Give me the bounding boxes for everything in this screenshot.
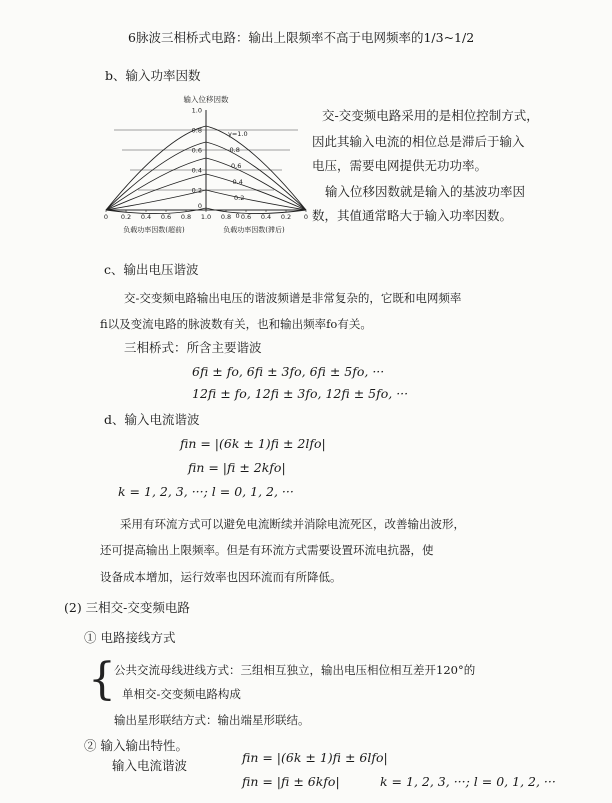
c-line-1: 交-交变频电路输出电压的谐波频谱是非常复杂的，它既和电网频率 (124, 291, 462, 305)
d-index-range: k = 1, 2, 3, ···; l = 0, 1, 2, ··· (118, 484, 294, 499)
x-tick-label: 0 (103, 213, 109, 221)
section-2-2-title: ② 输入输出特性。 (84, 738, 188, 753)
e-formula-1: fin = |(6k ± 1)fi ± 6lfo| (242, 750, 388, 765)
chart-title: 输入位移因数 (183, 95, 229, 104)
curve-label: γ=1.0 (228, 130, 248, 138)
desc-line-2: 因此其输入电流的相位总是滞后于输入 (312, 134, 525, 149)
x-tick-label: 0.8 (180, 213, 192, 221)
section-2-3-title: 输入电流谐波 (112, 758, 188, 773)
d-formula-2: fin = |fi ± 2kfo| (188, 460, 286, 475)
y-tick-label: 0.8 (191, 126, 202, 135)
x-tick-label: 0 (303, 213, 309, 221)
x-label-leading: 负载功率因数(超前) (123, 226, 185, 234)
bullet-line-2: 单相交-交变频电路构成 (122, 687, 241, 701)
y-tick-label: 0.4 (191, 166, 202, 175)
x-tick-label: 0.8 (220, 213, 232, 221)
section-2-title: (2) 三相交-交变频电路 (64, 600, 190, 615)
chart-svg (96, 92, 310, 242)
brace-glyph: { (88, 654, 116, 705)
e-index-range: k = 1, 2, 3, ···; l = 0, 1, 2, ··· (380, 774, 556, 789)
curve-label: 0.8 (229, 146, 240, 154)
displacement-factor-chart (96, 92, 310, 242)
y-tick-label: 0.6 (191, 146, 202, 155)
desc-line-5: 数，其值通常略大于输入功率因数。 (312, 208, 513, 223)
x-tick-label: 0.2 (120, 213, 132, 221)
y-tick-label: 0.2 (191, 186, 202, 195)
curve-label: 0 (235, 212, 240, 220)
desc-line-3: 电压，需要电网提供无功功率。 (312, 158, 488, 173)
section-d-title: d、输入电流谐波 (104, 412, 200, 427)
desc-line-1: 交-交变频电路采用的是相位控制方式， (322, 108, 539, 123)
section-c-title: c、输出电压谐波 (104, 262, 199, 277)
d-formula-1: fin = |(6k ± 1)fi ± 2lfo| (180, 436, 326, 451)
c-line-2: fi以及变流电路的脉波数有关，也和输出频率fo有关。 (100, 317, 372, 331)
c-harmonics-12: 12fi ± fo, 12fi ± 3fo, 12fi ± 5fo, ··· (192, 386, 409, 401)
section-2-1-title: ① 电路接线方式 (84, 630, 176, 645)
x-tick-label: 0.6 (160, 213, 172, 221)
c-line-3: 三相桥式：所含主要谐波 (124, 340, 262, 355)
heading-line: 6脉波三相桥式电路：输出上限频率不高于电网频率的1/3~1/2 (128, 30, 475, 45)
x-tick-label: 1.0 (200, 213, 212, 221)
bullet-line-3: 输出星形联结方式：输出端星形联结。 (114, 713, 310, 727)
curve-label: 0.4 (232, 178, 243, 186)
para-line-1: 采用有环流方式可以避免电流断续并消除电流死区，改善输出波形， (120, 517, 465, 531)
e-formula-2: fin = |fi ± 6kfo| (242, 774, 340, 789)
x-tick-label: 0.2 (280, 213, 292, 221)
curve-label: 0.6 (231, 162, 242, 170)
y-tick-label: 1.0 (191, 106, 202, 115)
x-tick-label: 0.6 (240, 213, 252, 221)
y-tick-label: 0 (197, 202, 202, 210)
curve-label: 0.2 (234, 194, 245, 202)
c-harmonics-6: 6fi ± fo, 6fi ± 3fo, 6fi ± 5fo, ··· (192, 364, 385, 379)
x-label-lagging: 负载功率因数(滞后) (223, 226, 285, 234)
x-tick-label: 0.4 (140, 213, 152, 221)
para-line-3: 设备成本增加，运行效率也因环流而有所降低。 (100, 570, 342, 584)
desc-line-4: 输入位移因数就是输入的基波功率因 (325, 184, 526, 199)
x-tick-label: 0.4 (260, 213, 272, 221)
bullet-line-1: 公共交流母线进线方式：三组相互独立，输出电压相位相互差开120°的 (114, 663, 476, 677)
section-b-title: b、输入功率因数 (105, 68, 201, 83)
para-line-2: 还可提高输出上限频率。但是有环流方式需要设置环流电抗器，使 (100, 543, 434, 557)
